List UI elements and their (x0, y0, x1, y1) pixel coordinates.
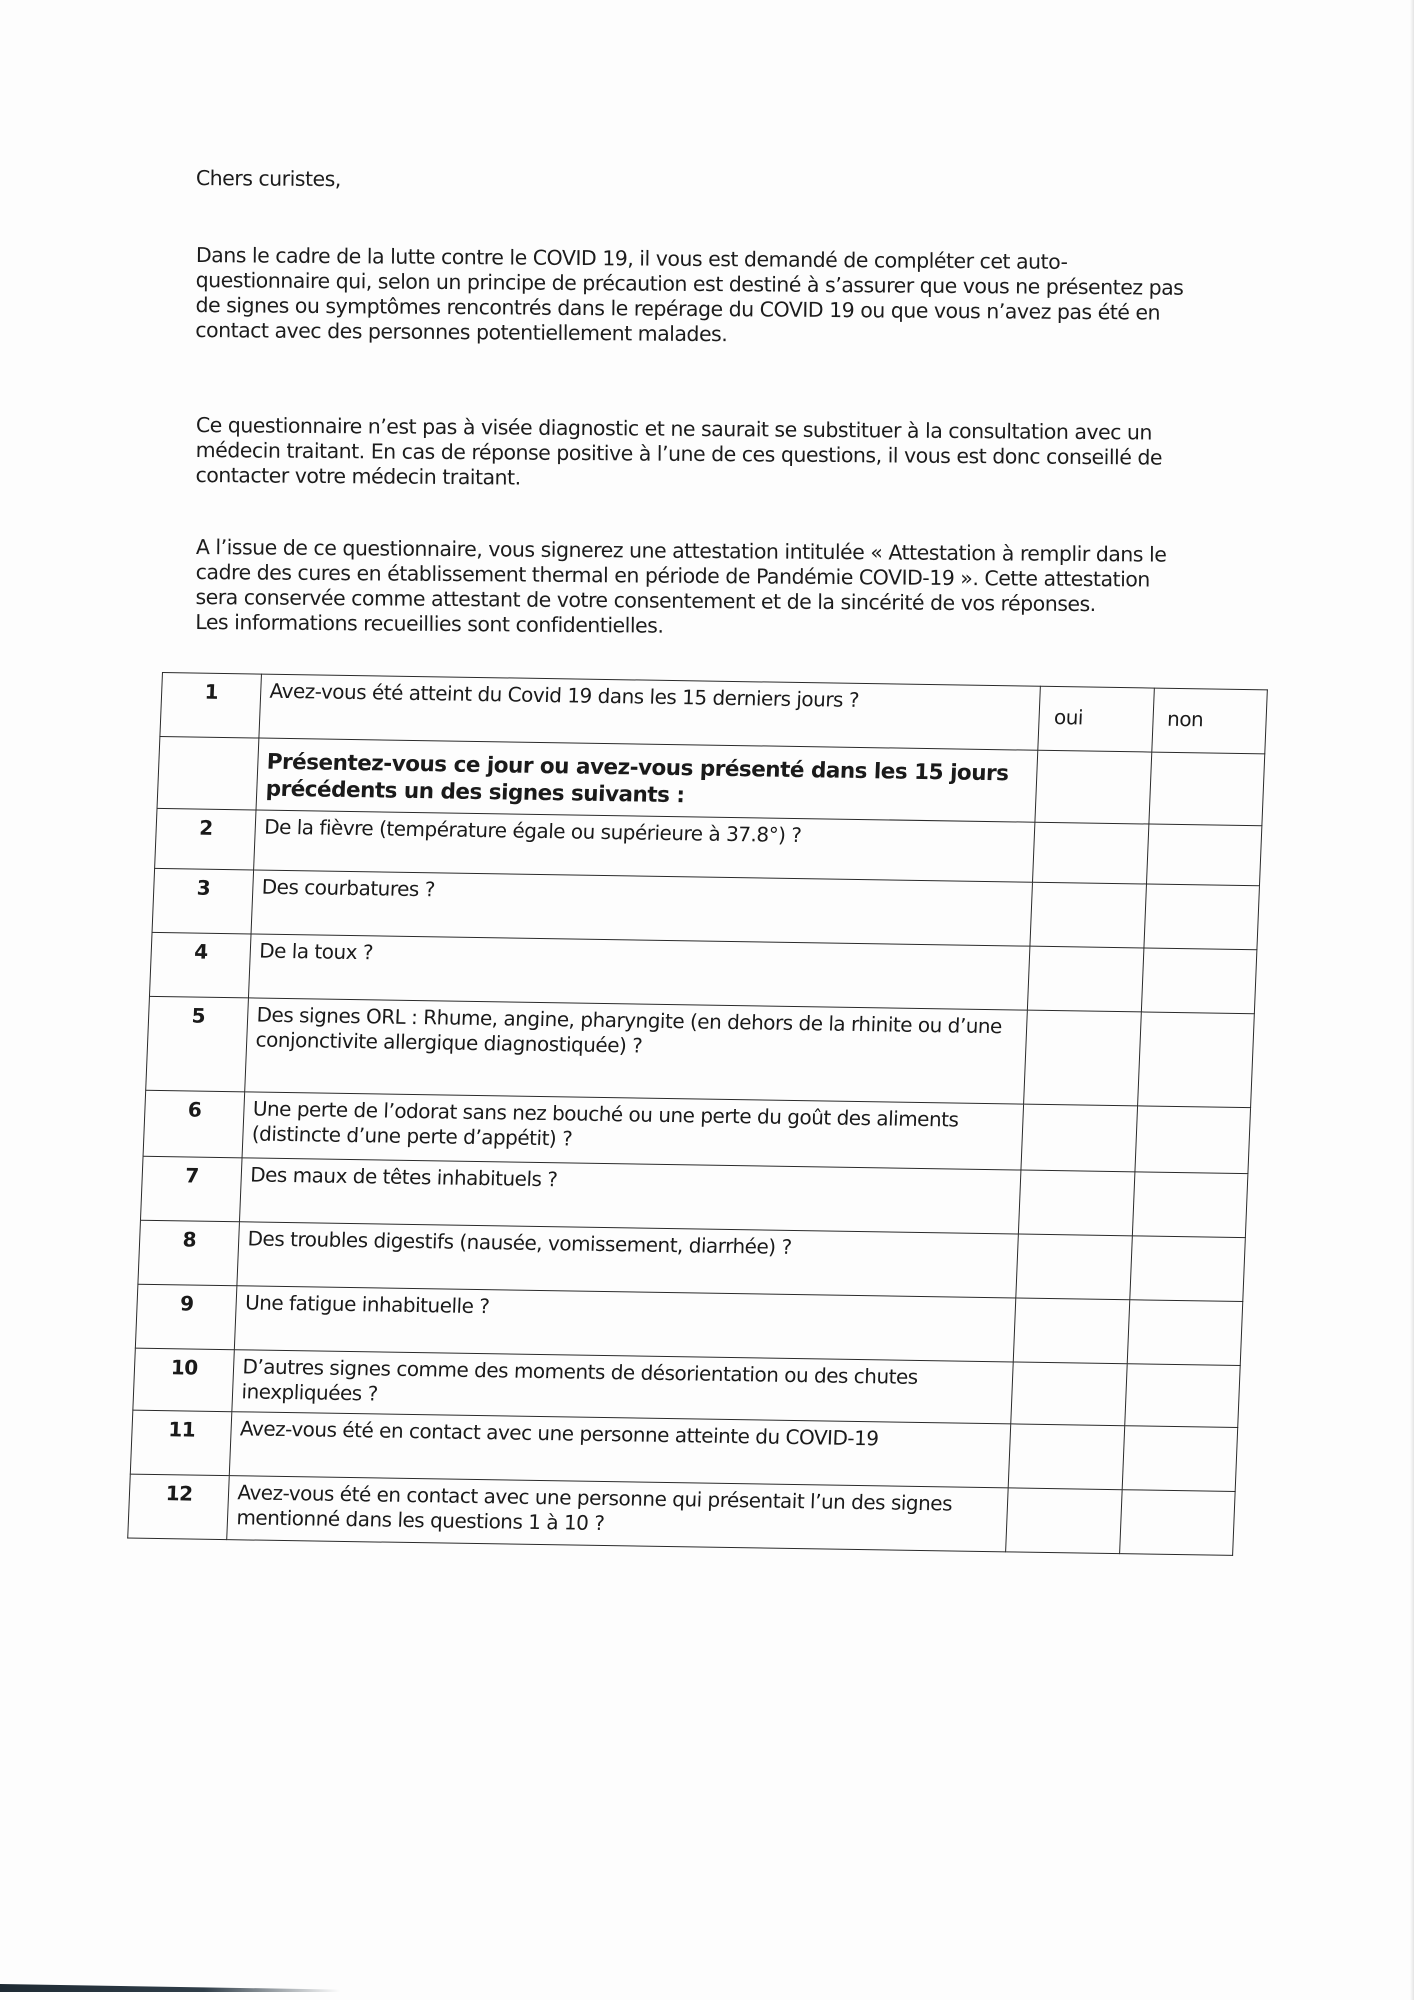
oui-checkbox[interactable] (1014, 1298, 1130, 1364)
question-text: Une perte de l’odorat sans nez bouché ou une perte du goût des aliments (distincte d’une perte d’appétit) ? (242, 1092, 1024, 1170)
question-number: 11 (130, 1410, 232, 1476)
oui-checkbox[interactable] (1009, 1424, 1125, 1490)
question-number: 4 (149, 932, 251, 998)
disclaimer-line: médecin traitant. En cas de réponse positive à l’une de ces questions, il vous est donc conseillé de (195, 437, 1163, 470)
question-number: 10 (133, 1348, 235, 1412)
question-text: De la fièvre (température égale ou supérieure à 37.8°) ? (254, 810, 1035, 882)
question-number: 3 (152, 868, 254, 934)
non-checkbox[interactable] (1124, 1364, 1240, 1428)
question-number: 8 (138, 1220, 240, 1286)
question-text: Une fatigue inhabituelle ? (235, 1286, 1016, 1362)
question-text: Des maux de têtes inhabituels ? (240, 1158, 1021, 1234)
question-text: Avez-vous été en contact avec une personne qui présentait l’un des signes mentionné dans les questions 1 à 10 ? (227, 1476, 1008, 1552)
oui-checkbox[interactable] (1035, 750, 1151, 824)
oui-checkbox[interactable] (1011, 1362, 1127, 1426)
attestation-line: A l’issue de ce questionnaire, vous signerez une attestation intitulée « Attestation à remplir dans le (195, 535, 1167, 567)
oui-checkbox[interactable] (1021, 1104, 1137, 1172)
question-text: D’autres signes comme des moments de désorientation ou des chutes inexpliquées ? (232, 1350, 1013, 1424)
non-checkbox[interactable] (1146, 824, 1262, 886)
non-checkbox[interactable] (1137, 1012, 1254, 1108)
oui-checkbox[interactable] (1016, 1234, 1132, 1300)
attestation-paragraph (195, 535, 1276, 643)
questionnaire-table-wrapper (127, 672, 1268, 1556)
disclaimer-line: Ce questionnaire n’est pas à visée diagnostic et ne saurait se substituer à la consultation avec un (195, 413, 1153, 445)
non-checkbox[interactable] (1122, 1426, 1238, 1492)
non-checkbox[interactable] (1143, 884, 1259, 950)
oui-column-header: oui (1038, 686, 1154, 752)
oui-checkbox[interactable] (1033, 822, 1149, 884)
oui-checkbox[interactable] (1006, 1488, 1122, 1554)
attestation-line: Les informations recueillies sont confidentielles. (195, 609, 664, 638)
non-checkbox[interactable] (1141, 948, 1257, 1014)
non-checkbox[interactable] (1119, 1490, 1235, 1556)
intro-paragraph (195, 243, 1276, 351)
question-number: 1 (160, 673, 262, 739)
section-heading: Présentez-vous ce jour ou avez-vous présenté dans les 15 jours précédents un des signes suivants : (256, 738, 1038, 822)
disclaimer-paragraph (195, 413, 1276, 496)
attestation-line: sera conservée comme attestant de votre consentement et de la sincérité de vos réponses. (195, 584, 1096, 617)
table-row (146, 996, 1255, 1107)
question-text: De la toux ? (249, 934, 1030, 1010)
question-text: Des troubles digestifs (nausée, vomissement, diarrhée) ? (237, 1222, 1018, 1298)
question-text: Des signes ORL : Rhume, angine, pharyngite (en dehors de la rhinite ou d’une conjonctivite allergique diagnostiquée) ? (245, 998, 1028, 1104)
disclaimer-line: contacter votre médecin traitant. (195, 462, 521, 490)
question-text: Des courbatures ? (251, 870, 1032, 946)
non-checkbox[interactable] (1127, 1300, 1243, 1366)
question-number: 9 (135, 1284, 237, 1350)
question-number: 2 (155, 808, 257, 870)
question-number: 7 (140, 1156, 242, 1222)
attestation-line: cadre des cures en établissement thermal en période de Pandémie COVID-19 ». Cette attestation (195, 559, 1150, 592)
non-checkbox[interactable] (1132, 1172, 1248, 1238)
greeting (196, 166, 1276, 199)
oui-checkbox[interactable] (1030, 882, 1146, 948)
question-number: 5 (146, 996, 249, 1092)
intro-line: de signes ou symptômes rencontrés dans le repérage du COVID 19 ou que vous n’avez pas été en (195, 292, 1161, 325)
intro-line: contact avec des personnes potentiellement malades. (195, 317, 728, 347)
oui-checkbox[interactable] (1019, 1170, 1135, 1236)
question-number: 12 (128, 1474, 230, 1540)
oui-checkbox[interactable] (1028, 946, 1144, 1012)
scan-shadow-edge (0, 1984, 340, 1992)
non-checkbox[interactable] (1129, 1236, 1245, 1302)
scan-right-edge (1410, 0, 1414, 2000)
question-number: 6 (143, 1090, 245, 1158)
non-checkbox[interactable] (1148, 752, 1264, 826)
non-checkbox[interactable] (1134, 1106, 1250, 1174)
greeting-text: Chers curistes, (195, 166, 341, 192)
oui-checkbox[interactable] (1024, 1010, 1141, 1106)
questionnaire-table (127, 672, 1268, 1556)
question-text: Avez-vous été atteint du Covid 19 dans les 15 derniers jours ? (259, 674, 1040, 750)
non-column-header: non (1151, 688, 1267, 754)
empty-number-cell (157, 736, 259, 810)
intro-line: Dans le cadre de la lutte contre le COVID 19, il vous est demandé de compléter cet auto- (195, 243, 1068, 274)
question-text: Avez-vous été en contact avec une personne atteinte du COVID-19 (230, 1412, 1011, 1488)
intro-line: questionnaire qui, selon un principe de précaution est destiné à s’assurer que vous ne présentez pas (195, 267, 1184, 300)
